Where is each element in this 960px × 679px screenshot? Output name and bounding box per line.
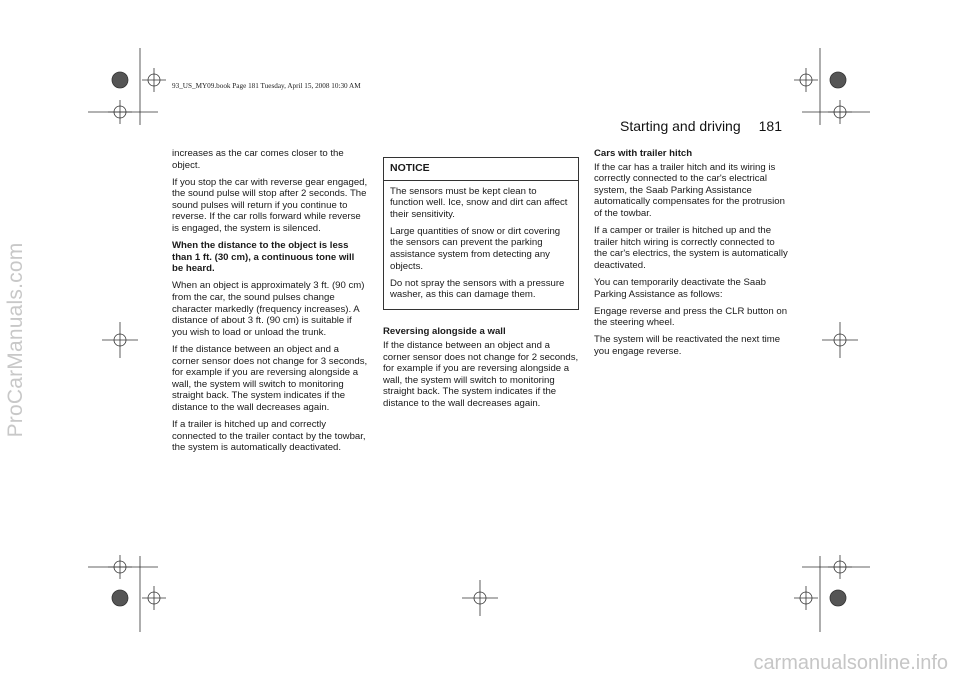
notice-paragraph: Do not spray the sensors with a pressure washer, as this can damage them. — [390, 277, 565, 301]
notice-paragraph: Large quantities of snow or dirt covering the sensors can prevent the parking assistance system from detecting any objects. — [390, 225, 561, 272]
paragraph: increases as the car comes closer to the object. — [172, 148, 344, 171]
notice-paragraph: The sensors must be kept clean to function well. Ice, snow and dirt can affect their sensitivity. — [390, 185, 568, 220]
side-watermark: ProCarManuals.com — [4, 242, 27, 438]
paragraph: If you stop the car with reverse gear engaged, the sound pulse will stop after 2 seconds. The sound pulses will return if you continue to reverse. If the car rolls forward while reverse is engaged, the system is silenced. — [172, 176, 368, 235]
notice-body — [384, 181, 578, 310]
warning-paragraph: When the distance to the object is less than 1 ft. (30 cm), a continuous tone will be heard. — [172, 240, 355, 275]
page-number: 181 — [758, 118, 782, 134]
notice-box — [383, 157, 579, 310]
paragraph: If the car has a trailer hitch and its wiring is correctly connected to the car's electrical system, the Saab Parking Assistance automatically compensates for the protrusion of the towbar. — [594, 161, 785, 219]
notice-heading: NOTICE — [384, 158, 578, 181]
section-title: Starting and driving — [620, 118, 741, 134]
paragraph: When an object is approximately 3 ft. (90 cm) from the car, the sound pulses change character markedly (frequency increases). A distance of about 3 ft. (90 cm) is suitable if you wish to load or unload the trunk. — [172, 280, 365, 338]
paragraph: If the distance between an object and a corner sensor does not change for 2 seconds, for example if you are reversing alongside a wall, the system will switch to monitoring straight back. The system indicates if the distance to the wall decreases again. — [383, 340, 579, 409]
column-2 — [383, 157, 579, 415]
section-heading: Reversing alongside a wall — [383, 326, 506, 338]
paragraph: If a camper or trailer is hitched up and the trailer hitch wiring is correctly connected to the car's electrics, the system is automatically deactivated. — [594, 225, 788, 271]
paragraph: The system will be reactivated the next time you engage reverse. — [594, 334, 781, 357]
bottom-watermark: carmanualsonline.info — [753, 652, 948, 674]
paragraph: If a trailer is hitched up and correctly connected to the trailer contact by the towbar, the system is automatically deactivated. — [172, 418, 366, 454]
paragraph: If the distance between an object and a corner sensor does not change for 3 seconds, for example if you are reversing alongside a wall, the system will switch to monitoring straight back. The system indicates if the distance to the wall decreases again. — [172, 343, 368, 413]
book-info-line: 93_US_MY09.book Page 181 Tuesday, April 15, 2008 10:30 AM — [172, 82, 361, 90]
page-header — [600, 118, 782, 134]
section-heading: Cars with trailer hitch — [594, 148, 693, 159]
paragraph: Engage reverse and press the CLR button on the steering wheel. — [594, 305, 788, 329]
paragraph: You can temporarily deactivate the Saab Parking Assistance as follows: — [594, 276, 766, 300]
column-3 — [594, 148, 790, 363]
column-1 — [172, 148, 368, 459]
